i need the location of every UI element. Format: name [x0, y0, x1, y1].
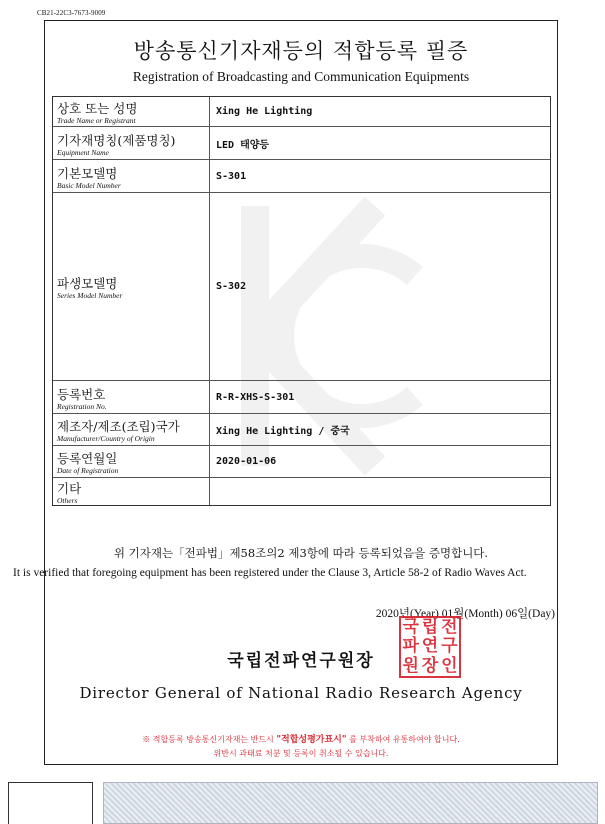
table-row [53, 160, 550, 193]
label-english: Equipment Name [57, 147, 109, 157]
director-title-english: Director General of National Radio Research Agency [79, 684, 523, 702]
footer-box [8, 782, 93, 824]
table-row [53, 381, 550, 414]
field-label [53, 446, 210, 477]
table-row [53, 193, 550, 381]
table-row [53, 97, 550, 127]
seal-char: 구 [441, 636, 458, 657]
field-value: 2020-01-06 [216, 456, 277, 467]
field-value: LED 태양등 [216, 139, 270, 151]
label-english: Trade Name or Registrant [57, 116, 136, 125]
compliance-notice [45, 733, 557, 760]
notice-text: 위반시 과태료 처분 및 등록이 취소될 수 있습니다. [213, 749, 389, 758]
security-pattern-strip [103, 782, 598, 824]
seal-char: 장 [421, 655, 439, 676]
seal-char: 파 [402, 636, 419, 657]
title-korean: 방송통신기자재등의 적합등록 필증 [133, 39, 469, 63]
seal-char: 립 [421, 617, 439, 638]
statement-korean: 위 기자재는「전파법」제58조의2 제3항에 따라 등록되었음을 증명합니다. [113, 546, 489, 560]
document-id: CB21-22C3-7673-9009 [37, 9, 106, 17]
field-label [53, 193, 210, 380]
label-korean: 등록번호 [57, 386, 106, 402]
field-label [53, 478, 210, 505]
statement-english: It is verified that foregoing equipment has been registered under the Clause 3, Article 58-2 of Radio Waves Act. [13, 567, 527, 579]
director-title-korean: 국립전파연구원장 [227, 651, 375, 671]
label-korean: 기타 [57, 481, 82, 496]
label-korean: 기자재명칭(제품명칭) [57, 132, 176, 148]
label-english: Date of Registration [57, 466, 119, 475]
notice-text: 를 부착하여 유통하여야 합니다. [349, 735, 460, 744]
seal-char: 원 [402, 655, 419, 676]
label-english: Registration No. [57, 401, 107, 411]
field-label [53, 160, 210, 192]
field-label [53, 381, 210, 413]
seal-char: 국 [402, 617, 419, 638]
field-value: Xing He Lighting [216, 106, 313, 117]
seal-char: 인 [441, 655, 458, 676]
label-korean: 등록연월일 [57, 451, 118, 466]
field-value [210, 478, 550, 505]
seal-char: 전 [441, 617, 458, 638]
label-english: Others [57, 496, 78, 505]
notice-text: ※ 적합등록 방송통신기자재는 반드시 [142, 735, 274, 744]
field-value: R-R-XHS-S-301 [216, 391, 295, 403]
table-row [53, 414, 550, 446]
label-korean: 상호 또는 성명 [57, 101, 138, 116]
field-value: S-302 [216, 281, 247, 292]
seal-char: 연 [421, 636, 439, 657]
table-row [53, 127, 550, 160]
label-korean: 기본모델명 [57, 165, 118, 181]
field-label [53, 97, 210, 126]
label-korean: 제조자/제조(조립)국가 [57, 419, 180, 434]
label-korean: 파생모델명 [57, 276, 118, 291]
issue-date: 2020년(Year) 01월(Month) 06일(Day) [375, 608, 555, 620]
certificate-frame [13, 20, 558, 765]
registration-table [52, 96, 551, 506]
field-label [53, 414, 210, 445]
notice-mark-text: "적합성평가표시" [276, 735, 347, 745]
title-english: Registration of Broadcasting and Communication Equipments [132, 69, 470, 84]
label-english: Manufacturer/Country of Origin [57, 434, 155, 443]
field-value: Xing He Lighting / 중국 [216, 426, 350, 437]
table-row [53, 446, 550, 478]
field-value: S-301 [216, 170, 247, 182]
label-english: Basic Model Number [57, 180, 121, 190]
table-row [53, 478, 550, 505]
label-english: Series Model Number [57, 291, 123, 300]
field-label [53, 127, 210, 159]
